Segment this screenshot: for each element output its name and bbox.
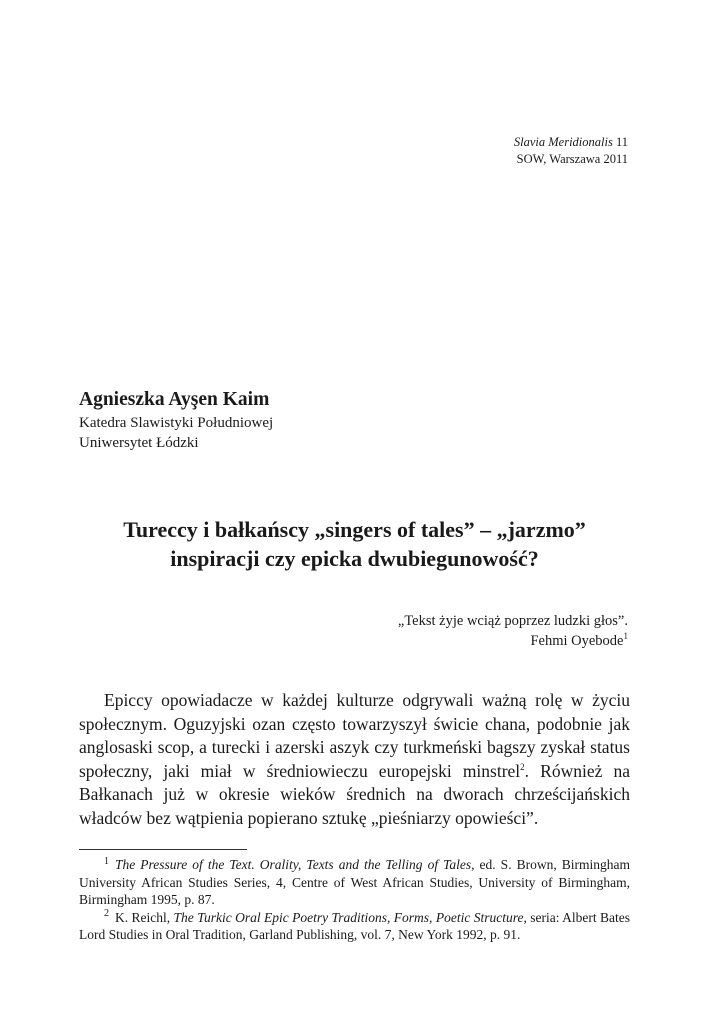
- footnote-text: , seria: Albert Bates Lord Studies in Oral Tradition, Garland Publishing, vol. 7, New York 1992, p. 91.: [79, 909, 630, 943]
- footnote-text: , ed. S. Brown, Birmingham University African Studies Series, 4, Centre of West African Studies, University of Birmingham, Birmingham 1995, p. 87.: [79, 857, 630, 908]
- author-name: Agnieszka Ayşen Kaim: [79, 389, 270, 410]
- title-line-2: inspiracji czy epicka dwubiegunowość?: [170, 546, 539, 571]
- paragraph-text-2: . Również na Bałkanach już w okresie wieków średnich na dworach chrześcijańskich władców bez wątpienia popierano sztukę „pieśniarzy opowieści”.: [79, 760, 630, 828]
- footnote-lead: K. Reichl,: [115, 909, 174, 925]
- publisher-line: SOW, Warszawa 2011: [516, 152, 628, 166]
- paragraph-text-1: Epiccy opowiadacze w każdej kulturze odgrywali ważną rolę w życiu społecznym. Oguzyjski ozan często towarzyszył świcie chana, podobnie jak anglosaski scop, a turecki i azerski aszyk czy turkmeński bagszy zyskał status społeczny, jaki miał w średniowieczu europejski minstrel: [79, 690, 630, 781]
- footnote-number: 2: [104, 908, 109, 920]
- body-text: [79, 689, 630, 831]
- epigraph: [398, 611, 628, 651]
- title-line-1: Tureccy i bałkańscy „singers of tales” – „jarzmo”: [123, 517, 586, 542]
- article-title: [60, 515, 649, 573]
- paragraph: [79, 689, 630, 831]
- journal-volume: 11: [615, 135, 628, 149]
- journal-name: Slavia Meridionalis: [513, 135, 613, 149]
- footnote-title: The Turkic Oral Epic Poetry Traditions, Forms, Poetic Structure: [173, 909, 524, 925]
- journal-name-line: [514, 134, 628, 151]
- footnote-ref-2: 2: [520, 761, 525, 772]
- epigraph-attribution-line: [398, 631, 628, 651]
- footnotes: [79, 856, 630, 944]
- author-block: [79, 387, 273, 453]
- footnote-1: [79, 856, 630, 909]
- footnote-2: [79, 909, 630, 944]
- footnote-title: The Pressure of the Text. Orality, Texts and the Telling of Tales: [115, 857, 472, 872]
- footnote-ref-1: 1: [623, 631, 628, 642]
- journal-header: [514, 134, 628, 168]
- epigraph-attribution: Fehmi Oyebode: [530, 633, 624, 649]
- author-department: Katedra Slawistyki Południowej: [79, 415, 274, 431]
- footnote-number: 1: [104, 855, 109, 867]
- footnote-separator: [79, 849, 247, 850]
- epigraph-quote: „Tekst żyje wciąż poprzez ludzki głos”.: [397, 613, 628, 629]
- author-university: Uniwersytet Łódzki: [79, 435, 199, 451]
